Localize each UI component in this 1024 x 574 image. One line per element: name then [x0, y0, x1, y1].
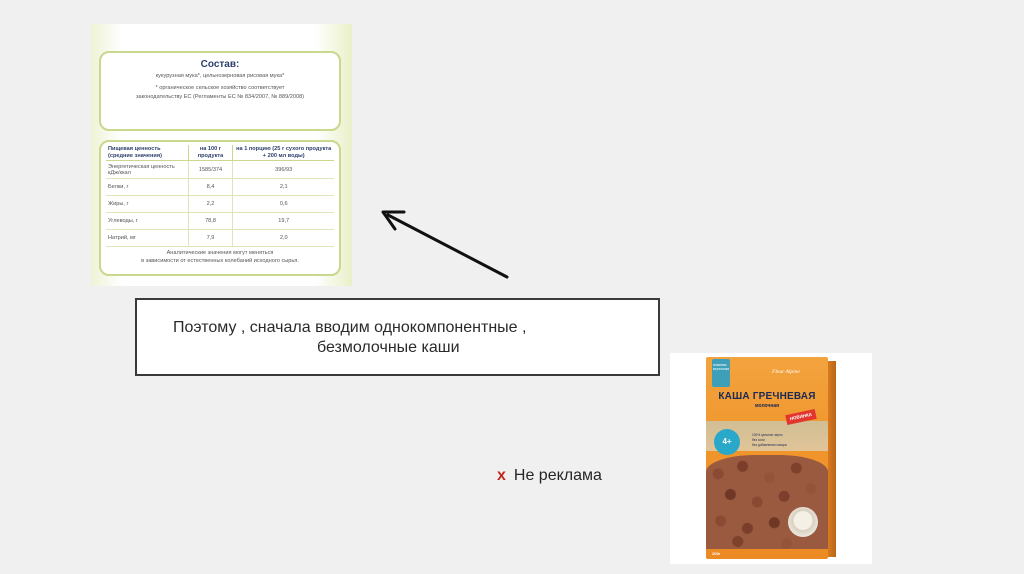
composition-title: Состав:: [200, 59, 240, 70]
table-row: [106, 196, 334, 213]
arrow-icon: [370, 200, 520, 290]
nutrition-footnote-line1: Аналитические значения могут меняться: [166, 250, 274, 257]
product-subtitle: молочная: [754, 403, 780, 409]
nutrition-cell: 1585/374: [188, 161, 233, 179]
table-row: [106, 213, 334, 230]
composition-note-line2: законодательству ЕС (Регламенты ЕС № 834/2007, № 889/2008): [135, 94, 305, 101]
product-weight: 200г: [712, 551, 721, 556]
table-row: [106, 179, 334, 196]
callout-line2: безмолочные каши: [317, 339, 460, 356]
corner-banner-text: новинка молочная: [713, 363, 730, 372]
product-image: [670, 353, 872, 564]
nutrition-cell: Белки, г: [106, 179, 188, 196]
nutrition-cell: 8,4: [188, 179, 233, 196]
x-mark-icon: x: [497, 467, 506, 484]
nutrition-cell: 19,7: [233, 213, 334, 230]
table-row: [106, 230, 334, 247]
nutrition-cell: 2,1: [233, 179, 334, 196]
not-ad-note: [497, 467, 602, 485]
composition-note-line1: * органическое сельское хозяйство соответствует: [155, 85, 285, 92]
nutrition-cell: 0,6: [233, 196, 334, 213]
callout-box: [135, 298, 660, 376]
not-ad-text: Не реклама: [513, 467, 602, 484]
callout-line1: Поэтому , сначала вводим однокомпонентные ,: [173, 319, 527, 336]
age-badge: 4+: [714, 429, 740, 455]
nutrition-cell: 396/93: [233, 161, 334, 179]
nutrition-header-row: [106, 145, 334, 161]
nutrition-cell: Натрий, мг: [106, 230, 188, 247]
nutrition-table: [106, 145, 334, 247]
nutrition-cell: 2,0: [233, 230, 334, 247]
composition-label-image: [91, 24, 352, 286]
bullet-item: без соли: [752, 437, 765, 442]
brand-logo: Fleur Alpine: [772, 369, 800, 375]
cereal-box: [706, 357, 828, 559]
callout-text: [173, 318, 643, 358]
cow-icon: [788, 507, 818, 537]
nutrition-box: [99, 140, 341, 276]
nutrition-cell: Энергетическая ценность кДж/ккал: [106, 161, 188, 179]
product-bullets: [752, 433, 822, 447]
nutrition-footnote: [106, 250, 334, 265]
nutrition-cell: 2,2: [188, 196, 233, 213]
nutrition-header-cell: на 100 г продукта: [188, 145, 233, 161]
nutrition-footnote-line2: в зависимости от естественных колебаний исходного сырья.: [141, 257, 299, 264]
nutrition-cell: 78,8: [188, 213, 233, 230]
nutrition-header-cell: Пищевая ценность (средние значения): [106, 145, 188, 161]
product-title: КАША ГРЕЧНЕВАЯ: [718, 391, 816, 402]
nutrition-cell: Углеводы, г: [106, 213, 188, 230]
nutrition-cell: Жиры, г: [106, 196, 188, 213]
cereal-box-side: [828, 361, 836, 557]
nutrition-header-cell: на 1 порцию (25 г сухого продукта + 200 мл воды): [233, 145, 334, 161]
table-row: [106, 161, 334, 179]
bullet-item: без добавления сахара: [752, 442, 787, 447]
composition-ingredients: кукурузная мука*, цельнозерновая рисовая мука*: [155, 73, 285, 79]
nutrition-cell: 7,9: [188, 230, 233, 247]
bullet-item: 100% цельное зерно: [752, 433, 783, 437]
composition-box: [99, 51, 341, 131]
new-badge: НОВИНКА: [785, 409, 816, 425]
